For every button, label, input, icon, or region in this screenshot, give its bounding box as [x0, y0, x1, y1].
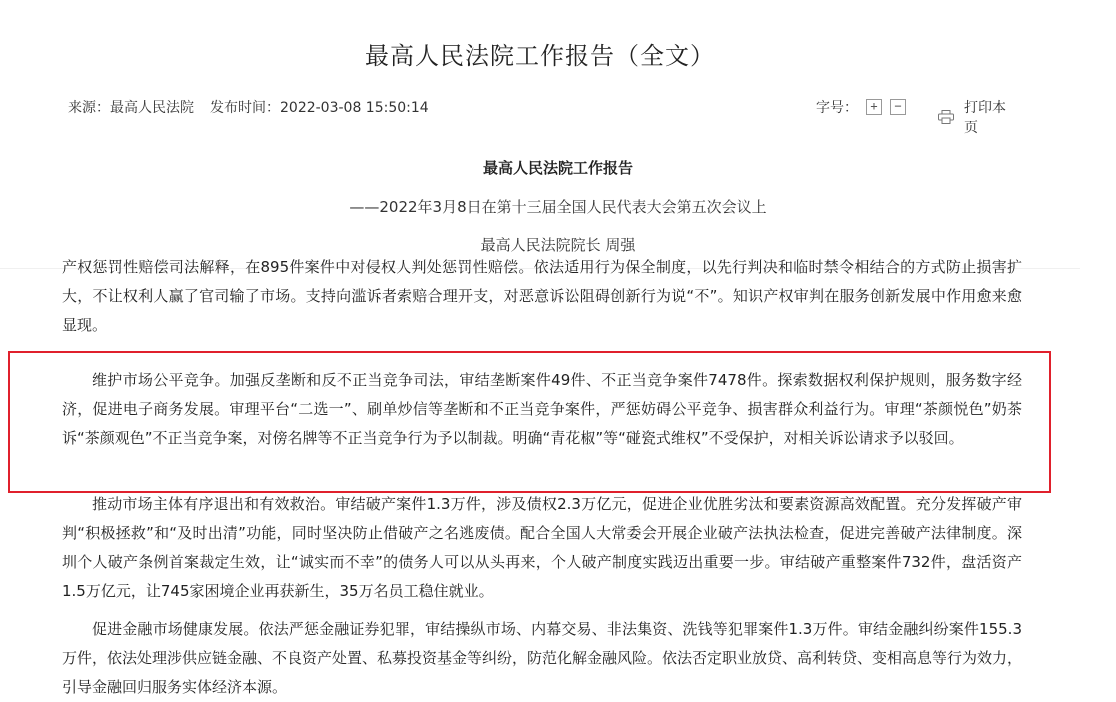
body-paragraph-market-exit: 推动市场主体有序退出和有效救治。审结破产案件1.3万件，涉及债权2.3万亿元，促进企业优胜劣汰和要素资源高效配置。充分发挥破产审判“积极拯救”和“及时出清”功能，同时坚决防止借破产之名逃废债。配合全国人大常委会开展企业破产法执法检查，促进完善破产法律制度。深圳个人破产条例首案裁定生效，让“诚实而不幸”的债务人可以从头再来，个人破产制度实践迈出重要一步。审结破产重整案件732件，盘活资产1.5万亿元，让745家困境企业再获新生，35万名员工稳住就业。 — [62, 495, 1022, 600]
highlight-annotation-box — [8, 351, 1051, 493]
print-page-button[interactable] — [938, 97, 1018, 137]
article-publish-time: 发布时间：2022-03-08 15:50:14 — [210, 100, 429, 116]
font-size-control — [816, 97, 906, 117]
font-size-label: 字号： — [816, 100, 858, 116]
page-title: 最高人民法院工作报告（全文） — [365, 42, 715, 70]
report-author: 最高人民法院院长 周强 — [480, 236, 636, 254]
body-paragraph-financial-market: 促进金融市场健康发展。依法严惩金融证券犯罪，审结操纵市场、内幕交易、非法集资、洗钱等犯罪案件1.3万件。审结金融纠纷案件155.3万件，依法处理涉供应链金融、不良资产处置、私募投资基金等纠纷，防范化解金融风险。依法否定职业放贷、高利转贷、变相高息等行为效力，引导金融回归服务实体经济本源。 — [62, 620, 1023, 696]
print-page-label: 打印本页 — [964, 100, 1006, 136]
body-paragraph-partial: 产权惩罚性赔偿司法解释，在895件案件中对侵权人判处惩罚性赔偿。依法适用行为保全制度，以先行判决和临时禁令相结合的方式防止损害扩大，不让权利人赢了官司输了市场。支持向滥诉者索赔合理开支，对恶意诉讼阻碍创新行为说“不”。知识产权审判在服务创新发展中作用愈来愈显现。 — [62, 258, 1022, 334]
printer-icon — [938, 110, 954, 124]
report-subheading: ——2022年3月8日在第十三届全国人民代表大会第五次会议上 — [349, 198, 767, 216]
article-header-pane — [0, 0, 1080, 268]
report-heading: 最高人民法院工作报告 — [482, 159, 633, 177]
font-size-decrease-button[interactable]: − — [890, 99, 906, 115]
article-source: 来源：最高人民法院 — [68, 100, 194, 116]
article-body-pane — [0, 258, 1080, 696]
body-paragraph-fair-competition: 维护市场公平竞争。加强反垄断和反不正当竞争司法，审结垄断案件49件、不正当竞争案件7478件。探索数据权利保护规则，服务数字经济，促进电子商务发展。审理平台“二选一”、刷单炒信等垄断和不正当竞争案件，严惩妨碍公平竞争、损害群众利益行为。审理“茶颜悦色”奶茶诉“茶颜观色”不正当竞争案，对傍名牌等不正当竞争行为予以制裁。明确“青花椒”等“碰瓷式维权”不受保护，对相关诉讼请求予以驳回。 — [62, 371, 1022, 447]
font-size-increase-button[interactable]: + — [866, 99, 882, 115]
article-meta-bar — [68, 97, 1018, 136]
